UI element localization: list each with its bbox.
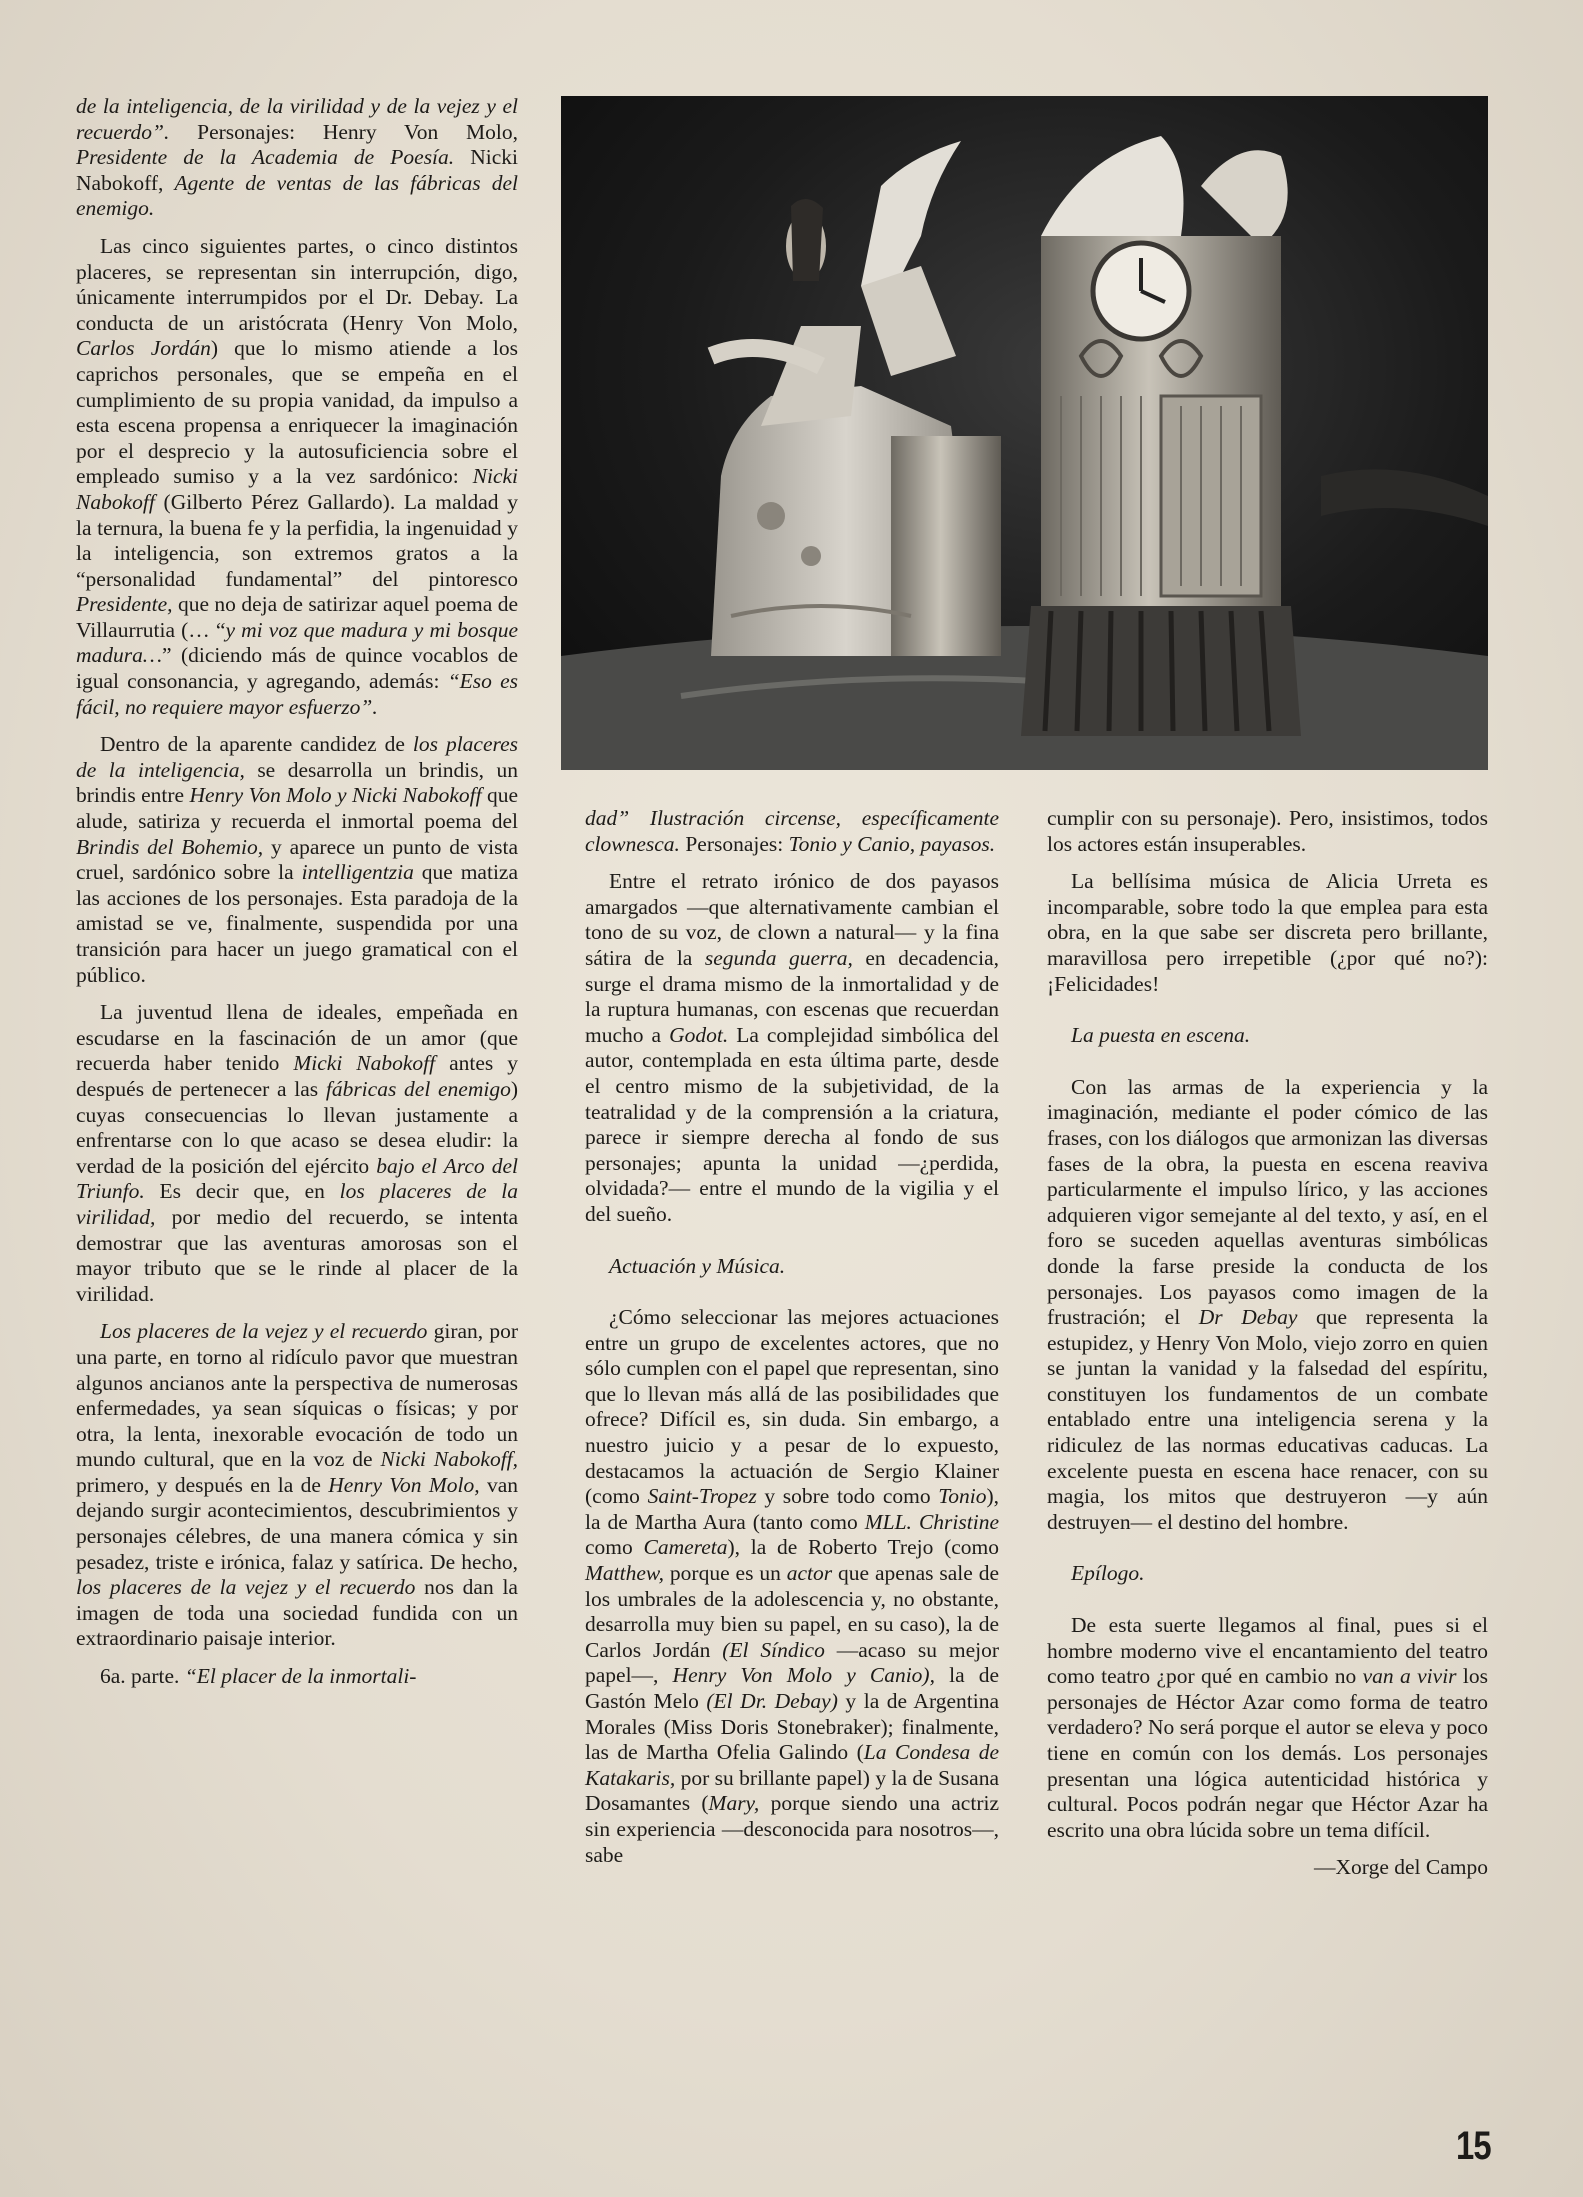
text-column-2 (585, 806, 999, 1880)
article-paragraph: De esta suerte llegamos al final, pues si el hombre moderno vive el encantamiento del teatro como teatro ¿por qué en cambio no van a vivir los personajes de Héctor Azar como forma de teatro verdadero? No será porque el autor se eleva y poco tiene en común con los demás. Los personajes presentan una lógica autenticidad histórica y cultural. Pocos podrán negar que Héctor Azar ha escrito una obra lúcida sobre un tema difícil. (1047, 1613, 1489, 1842)
stage-photo-illustration (561, 96, 1488, 770)
page-number: 15 (1456, 2124, 1491, 2168)
article-paragraph: Los placeres de la vejez y el recuerdo giran, por una parte, en torno al ridículo pavor que muestran algunos ancianos ante la perspectiva de numerosas enfermedades, ya sean síquicas o físicas; y por otra, la lenta, inexorable evocación de todo un mundo cultural, que en la voz de Nicki Nabokoff, primero, y después en la de Henry Von Molo, van dejando surgir acontecimientos, descubrimientos y personajes célebres, de una manera cómica y sin pesadez, triste e irónica, falaz y satírica. De hecho, los placeres de la vejez y el recuerdo nos dan la imagen de toda una sociedad fundida con un extraordinario paisaje interior. (76, 1319, 519, 1651)
article-paragraph: dad” Ilustración circense, específicamente clownesca. Personajes: Tonio y Canio, payasos. (585, 806, 999, 856)
text-column-3 (1047, 806, 1488, 1893)
author-signature: —Xorge del Campo (1314, 1855, 1488, 1880)
article-paragraph: Entre el retrato irónico de dos payasos amargados —que alternativamente cambian el tono de su voz, de clown a natural— y la fina sátira de la segunda guerra, en decadencia, surge el drama mismo de la inmortalidad y de la ruptura humanas, con escenas que recuerdan mucho a Godot. La complejidad simbólica del autor, contemplada en esta última parte, desde el centro mismo de la subjetividad, de la teatralidad y de la comprensión a la criatura, parece ir siempre derecha al fondo de sus personajes; apunta la unidad —¿perdida, olvidada?— entre el mundo de la vigilia y el del sueño. (585, 869, 999, 1226)
article-paragraph: de la inteligencia, de la virilidad y de la vejez y el recuerdo”. Personajes: Henry Von Molo, Presidente de la Academia de Poesía. Nicki Nabokoff, Agente de ventas de las fábricas del enemigo. (76, 94, 518, 221)
article-paragraph: La bellísima música de Alicia Urreta es incomparable, sobre todo la que emplea para esta obra, en la que sabe ser discreta pero brillante, maravillosa pero irrepetible (¿por qué no?): ¡Felicidades! (1047, 869, 1488, 996)
section-heading: La puesta en escena. (1071, 1023, 1251, 1048)
article-paragraph: ¿Cómo seleccionar las mejores actuaciones entre un grupo de excelentes actores, que no sólo cumplen con el papel que representan, sino que lo llevan más allá de las posibilidades que ofrece? Difícil es, sin duda. Sin embargo, a nuestro juicio y a pesar de lo expuesto, destacamos la actuación de Sergio Klainer (como Saint-Tropez y sobre todo como Tonio), la de Martha Aura (tanto como MLL. Christine como Camereta), la de Roberto Trejo (como Matthew, porque es un actor que apenas sale de los umbrales de la adolescencia y, no obstante, desarrolla muy bien su papel, en su caso), la de Carlos Jordán (El Síndico —acaso su mejor papel—, Henry Von Molo y Canio), la de Gastón Melo (El Dr. Debay) y la de Argentina Morales (Miss Doris Stonebraker); finalmente, las de Martha Ofelia Galindo (La Condesa de Katakaris, por su brillante papel) y la de Susana Dosamantes (Mary, porque siendo una actriz sin experiencia —desconocida para nosotros—, sabe (585, 1305, 1000, 1867)
section-heading: Actuación y Música. (609, 1253, 786, 1278)
article-paragraph: Dentro de la aparente candidez de los placeres de la inteligencia, se desarrolla un brindis, un brindis entre Henry Von Molo y Nicki Nabokoff que alude, satiriza y recuerda el inmortal poema del Brindis del Bohemio, y aparece un punto de vista cruel, sardónico sobre la intelligentzia que matiza las acciones de los personajes. Esta paradoja de la amistad se ve, finalmente, suspendida por una transición para hacer un juego gramatical con el público. (76, 732, 519, 987)
text-column-1 (76, 94, 518, 1702)
article-paragraph: La juventud llena de ideales, empeñada en escudarse en la fascinación de un amor (que recuerda haber tenido Micki Nabokoff antes y después de pertenecer a las fábricas del enemigo) cuyas consecuencias lo llevan justamente a enfrentarse con lo que acaso se desea eludir: la verdad de la posición del ejército bajo el Arco del Triunfo. Es decir que, en los placeres de la virilidad, por medio del recuerdo, se intenta demostrar que las aventuras amorosas son el mayor tributo que se le rinde al placer de la virilidad. (76, 1000, 519, 1306)
section-heading: Epílogo. (1071, 1561, 1145, 1586)
article-paragraph: Con las armas de la experiencia y la imaginación, mediante el poder cómico de las frases, con los diálogos que armonizan las diversas fases de la obra, la puesta en escena reaviva particularmente el impulso lírico, y las acciones adquieren vigor semejante al del texto, y así, en el foro se suceden aquellas aventuras simbólicas donde la farse preside la conducta de los personajes. Los payasos como imagen de la frustración; el Dr Debay que representa la estupidez, y Henry Von Molo, viejo zorro en quien se juntan la vanidad y la falsedad del espíritu, constituyen los fundamentos de un combate entablado entre una inteligencia serena y la ridiculez de las normas educativas caducas. La excelente puesta en escena hace renacer, con su magia, los mitos que destruyeron —y aún destruyen— el destino del hombre. (1047, 1074, 1488, 1534)
article-paragraph: 6a. parte. “El placer de la inmortali- (100, 1664, 417, 1689)
article-paragraph: Las cinco siguientes partes, o cinco distintos placeres, se representan sin interrupción, digo, únicamente interrumpidos por el Dr. Debay. La conducta de un aristócrata (Henry Von Molo, Carlos Jordán) que lo mismo atiende a los caprichos personales, que se empeña en el cumplimiento de su propia vanidad, da impulso a esta escena propensa a enriquecer la imaginación por el desprecio y la autosuficiencia sobre el empleado sumiso y a la vez sardónico: Nicki Nabokoff (Gilberto Pérez Gallardo). La maldad y la ternura, la buena fe y la perfidia, la ingenuidad y la inteligencia, son extremos gratos a la “personalidad fundamental” del pintoresco Presidente, que no deja de satirizar aquel poema de Villaurrutia (… “y mi voz que madura y mi bosque madura…” (diciendo más de quince vocablos de igual consonancia, y agregando, además: “Eso es fácil, no requiere mayor esfuerzo”. (76, 233, 518, 719)
stage-photo (561, 96, 1488, 770)
article-paragraph: cumplir con su personaje). Pero, insistimos, todos los actores están insuperables. (1047, 806, 1488, 856)
